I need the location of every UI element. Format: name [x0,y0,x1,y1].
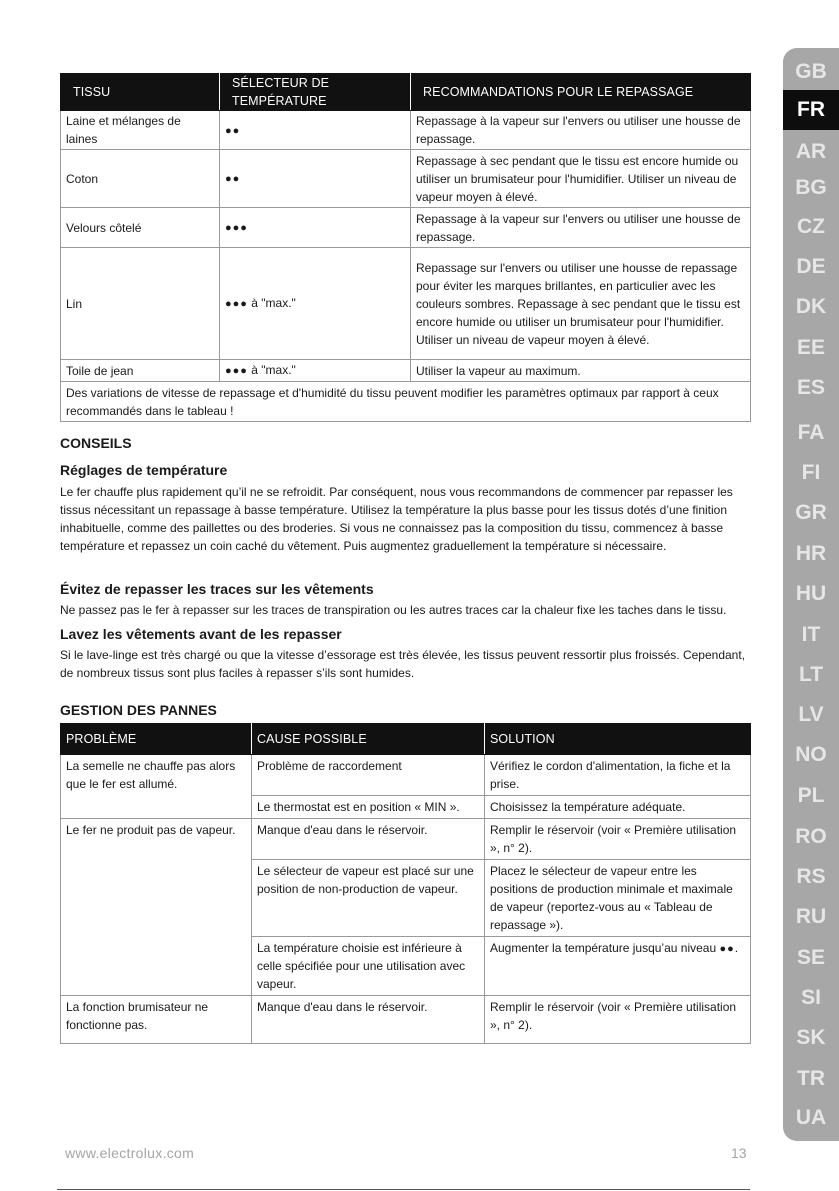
recommendation-cell: Repassage sur l'envers ou utiliser une housse de repassage pour éviter les marques brillantes, en particulier avec les couleurs sombres. Repassage à sec pendant que le tissu est encore humide ou utiliser un brumisateur pour l'humidifier. Utiliser un niveau de vapeur moyen à élevé. [411,248,751,360]
temperature-cell [220,248,411,360]
lang-tab-rs[interactable]: RS [796,865,826,888]
solution-text: Augmenter la température jusqu’au niveau [490,941,717,955]
cause-cell: Problème de raccordement [252,755,485,796]
table-row [61,996,751,1044]
troubleshooting-table [60,723,751,1044]
temperature-cell [220,208,411,248]
lang-tab-gb[interactable]: GB [795,60,827,83]
table-note: Des variations de vitesse de repassage et d'humidité du tissu peuvent modifier les paramètres optimaux par rapport à ceux recommandés dans le tableau ! [61,382,751,422]
lang-tab-dk[interactable]: DK [795,295,827,318]
lang-tab-fi[interactable]: FI [801,461,821,484]
table-row [61,819,751,860]
lang-tab-it[interactable]: IT [801,623,821,646]
fabric-cell: Laine et mélanges de laines [61,111,220,150]
fabric-cell: Toile de jean [61,360,220,382]
solution-cell: Remplir le réservoir (voir « Première utilisation », n° 2). [485,819,751,860]
fabric-cell: Velours côtelé [61,208,220,248]
solution-cell: Choisissez la température adéquate. [485,796,751,819]
header-recommendations: RECOMMANDATIONS POUR LE REPASSAGE [411,74,751,111]
troubleshooting-title: GESTION DES PANNES [60,702,217,718]
temperature-settings-text: Le fer chauffe plus rapidement qu’il ne se refroidit. Par conséquent, nous vous recommandons de commencer par repasser les tissus nécessitant un repassage à basse température. Utilisez la température la plus basse pour les tissus dotés d’une finition inhabituelle, comme des paillettes ou des broderies. Si vous ne connaissez pas la composition du tissu, commencez à basse température et repassez un coin caché du vêtement. Puis augmentez graduellement la température si nécessaire. [60,485,733,553]
avoid-stains-title: Évitez de repasser les traces sur les vêtements [60,581,374,597]
solution-cell: Remplir le réservoir (voir « Première utilisation », n° 2). [485,996,751,1044]
table-row [61,111,751,150]
lang-tab-lv[interactable]: LV [798,703,824,726]
lang-tab-ro[interactable]: RO [795,825,827,848]
recommendation-cell: Utiliser la vapeur au maximum. [411,360,751,382]
ironing-table-header [61,74,751,111]
cause-cell: Manque d'eau dans le réservoir. [252,996,485,1044]
wash-before-text: Si le lave-linge est très chargé ou que la vitesse d’essorage est très élevée, les tissus peuvent ressortir plus froissés. Cependant, de nombreux tissus sont plus faciles à repasser s’ils sont humides. [60,648,746,680]
table-row [61,208,751,248]
lang-tab-hr[interactable]: HR [795,542,827,565]
lang-tab-tr[interactable]: TR [797,1067,825,1090]
solution-cell [485,937,751,996]
lang-tab-ar[interactable]: AR [795,140,827,163]
language-sidebar [783,48,839,1141]
recommendation-cell: Repassage à sec pendant que le tissu est encore humide ou utiliser un brumisateur pour l'humidifier. Utiliser un niveau de vapeur moyen à élevé. [411,150,751,208]
temperature-settings-title: Réglages de température [60,462,228,478]
table-row [61,360,751,382]
temperature-max: à "max." [251,363,296,377]
problem-cell: Le fer ne produit pas de vapeur. [61,819,252,996]
lang-tab-ee[interactable]: EE [796,336,825,359]
temperature-dots: ●●● [225,365,248,377]
page-content [60,73,750,1044]
temperature-cell [220,360,411,382]
ironing-table [60,73,751,422]
fabric-cell: Coton [61,150,220,208]
lang-tab-sk[interactable]: SK [796,1026,826,1049]
temperature-dots: ●●● [225,222,248,234]
header-solution: SOLUTION [485,724,751,755]
footer-url[interactable]: www.electrolux.com [65,1145,195,1161]
header-problem: PROBLÈME [61,724,252,755]
lang-tab-hu[interactable]: HU [795,582,827,605]
header-temperature: SÉLECTEUR DE TEMPÉRATURE [220,74,411,111]
temperature-cell [220,111,411,150]
avoid-stains-text: Ne passez pas le fer à repasser sur les traces de transpiration ou les autres traces car la chaleur fixe les taches dans le tissu. [60,603,727,617]
lang-tab-fa[interactable]: FA [797,421,825,444]
lang-tab-cz[interactable]: CZ [797,215,825,238]
lang-tab-se[interactable]: SE [796,946,825,969]
table-note-row [61,382,751,422]
table-row [61,755,751,796]
lang-tab-de[interactable]: DE [796,255,826,278]
temperature-dots: ●● [225,173,241,185]
page-number: 13 [731,1145,747,1161]
table-row [61,150,751,208]
recommendation-cell: Repassage à la vapeur sur l'envers ou utiliser une housse de repassage. [411,111,751,150]
solution-cell: Vérifiez le cordon d'alimentation, la fiche et la prise. [485,755,751,796]
lang-tab-pl[interactable]: PL [797,784,825,807]
lang-tab-lt[interactable]: LT [798,663,824,686]
problem-cell: La semelle ne chauffe pas alors que le fer est allumé. [61,755,252,819]
header-cause: CAUSE POSSIBLE [252,724,485,755]
lang-tab-ua[interactable]: UA [795,1106,827,1129]
temperature-dots: ●● [225,124,241,137]
temperature-max: à "max." [251,296,296,310]
recommendation-cell: Repassage à la vapeur sur l'envers ou utiliser une housse de repassage. [411,208,751,248]
lang-tab-es[interactable]: ES [796,376,825,399]
table-row [61,248,751,360]
lang-tab-gr[interactable]: GR [795,501,827,524]
cause-cell: Manque d'eau dans le réservoir. [252,819,485,860]
lang-tab-si[interactable]: SI [801,986,821,1009]
troubleshooting-table-header [61,724,751,755]
temperature-dots: ●●● [225,298,248,310]
cause-cell: La température choisie est inférieure à celle spécifiée pour une utilisation avec vapeur. [252,937,485,996]
cause-cell: Le sélecteur de vapeur est placé sur une position de non-production de vapeur. [252,860,485,937]
lang-tab-no[interactable]: NO [795,743,827,766]
problem-cell: La fonction brumisateur ne fonctionne pas. [61,996,252,1044]
footer-divider [57,1189,750,1190]
cause-cell: Le thermostat est en position « MIN ». [252,796,485,819]
lang-tab-ru[interactable]: RU [795,905,827,928]
solution-cell: Placez le sélecteur de vapeur entre les positions de production minimale et maximale de vapeur (reportez-vous au « Tableau de repassage »). [485,860,751,937]
temperature-dots: ●● [719,943,735,955]
solution-period: . [734,941,739,955]
wash-before-title: Lavez les vêtements avant de les repasser [60,626,342,642]
lang-tab-bg[interactable]: BG [795,176,827,199]
lang-tab-fr[interactable]: FR [783,90,839,130]
header-fabric: TISSU [61,74,220,111]
conseils-title: CONSEILS [60,435,132,451]
temperature-cell [220,150,411,208]
fabric-cell: Lin [61,248,220,360]
